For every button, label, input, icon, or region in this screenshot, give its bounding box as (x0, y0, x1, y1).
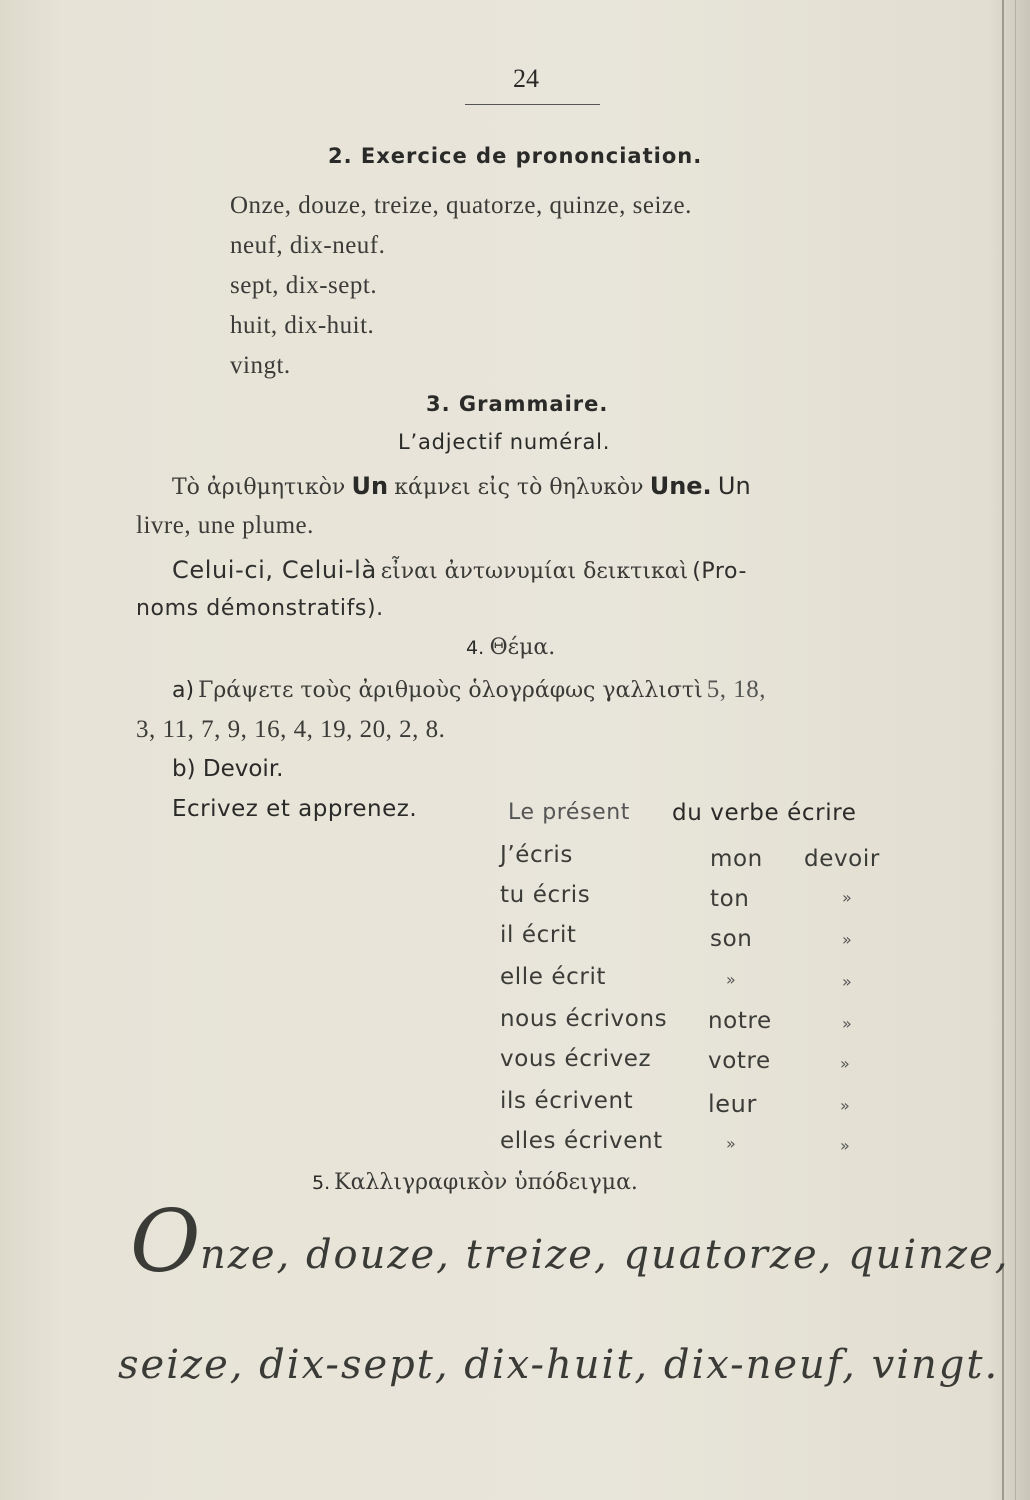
pronunciation-line: huit, dix-huit. (230, 312, 375, 339)
section-5-number: 5. (312, 1172, 331, 1194)
grammar-paragraph-2 (172, 556, 747, 584)
conjugation-title-part-1: Le présent (508, 800, 631, 825)
exercise-b-label: b) (172, 756, 196, 782)
ditto-mark: » (840, 1054, 851, 1073)
exercise-a-label: a) (172, 678, 195, 703)
ditto-mark: » (842, 930, 853, 949)
ditto-mark: » (842, 1014, 853, 1033)
conjugation-possessive: mon (710, 846, 763, 872)
conjugation-verb: tu écris (500, 882, 591, 908)
ditto-mark: » (726, 970, 737, 989)
conjugation-verb: vous écrivez (500, 1046, 652, 1072)
section-5-heading (312, 1170, 638, 1195)
conjugation-verb: il écrit (500, 922, 577, 948)
conjugation-noun: devoir (804, 846, 880, 872)
section-2-number: 2. (328, 144, 353, 168)
greek-text: εἶναι ἀντωνυμίαι δεικτικαὶ (380, 559, 689, 584)
ditto-mark: » (840, 1096, 851, 1115)
french-word: Un (717, 472, 751, 500)
conjugation-verb: elle écrit (500, 964, 607, 990)
section-5-title: Καλλιγραφικὸν ὑπόδειγμα. (334, 1170, 638, 1195)
pronunciation-line: sept, dix-sept. (230, 272, 378, 299)
header-rule (465, 104, 600, 105)
section-3-title: Grammaire. (458, 392, 609, 416)
page-number: 24 (513, 64, 539, 93)
conjugation-verb: ils écrivent (500, 1088, 634, 1114)
french-text: Celui-ci, Celui-là (172, 556, 377, 584)
pronunciation-line: Onze, douze, treize, quatorze, quinze, seize. (230, 192, 692, 219)
french-word: Une. (649, 472, 712, 500)
calligraphy-capital: O (130, 1192, 203, 1292)
numbers-list: 5, 18, (706, 676, 766, 703)
french-text: (Pro- (692, 559, 748, 584)
grammar-paragraph-1-line-2: livre, une plume. (136, 512, 314, 539)
conjugation-possessive: leur (708, 1090, 757, 1118)
section-3-subtitle: L’adjectif numéral. (398, 430, 611, 454)
conjugation-verb: nous écrivons (500, 1006, 668, 1032)
exercise-b-text: Devoir. (202, 756, 284, 782)
conjugation-verb: elles écrivent (500, 1128, 663, 1154)
conjugation-possessive: ton (710, 886, 750, 912)
grammar-paragraph-2-line-2: noms démonstratifs). (136, 596, 384, 621)
conjugation-possessive: son (710, 926, 753, 952)
pronunciation-line: neuf, dix-neuf. (230, 232, 386, 259)
section-4-heading (466, 634, 555, 660)
section-4-title: Θέμα. (489, 635, 556, 660)
ditto-mark: » (726, 1134, 737, 1153)
exercise-a (172, 676, 766, 704)
greek-text: Γράψετε τοὺς ἀριθμοὺς ὁλογράφως γαλλιστὶ (198, 678, 703, 703)
calligraphy-line-1: nze, douze, treize, quatorze, quinze, (200, 1232, 1010, 1278)
greek-text: κάμνει εἰς τὸ θηλυκὸν (394, 475, 644, 500)
section-4-number: 4. (466, 637, 485, 659)
ditto-mark: » (842, 972, 853, 991)
section-2-heading (328, 144, 702, 168)
greek-text: Τὸ ἀριθμητικὸν (172, 475, 346, 500)
conjugation-possessive: notre (708, 1008, 772, 1034)
conjugation-title-part-2: du verbe écrire (672, 800, 857, 826)
conjugation-verb: J’écris (500, 842, 573, 868)
page-edge-shadow-outer (1015, 0, 1016, 1500)
section-3-number: 3. (426, 392, 451, 416)
exercise-b (172, 756, 283, 782)
calligraphy-line-2: seize, dix-sept, dix-huit, dix-neuf, vingt. (118, 1342, 1000, 1388)
pronunciation-line: vingt. (230, 352, 291, 379)
ditto-mark: » (840, 1136, 851, 1155)
french-word: Un (351, 472, 389, 500)
ditto-mark: » (842, 888, 853, 907)
section-2-title: Exercice de prononciation. (360, 144, 703, 168)
conjugation-possessive: votre (708, 1048, 771, 1074)
section-3-heading (426, 392, 608, 416)
numbers-list-line-2: 3, 11, 7, 9, 16, 4, 19, 20, 2, 8. (136, 716, 446, 743)
grammar-paragraph-1 (172, 472, 751, 501)
instruction-text: Ecrivez et apprenez. (172, 796, 418, 822)
